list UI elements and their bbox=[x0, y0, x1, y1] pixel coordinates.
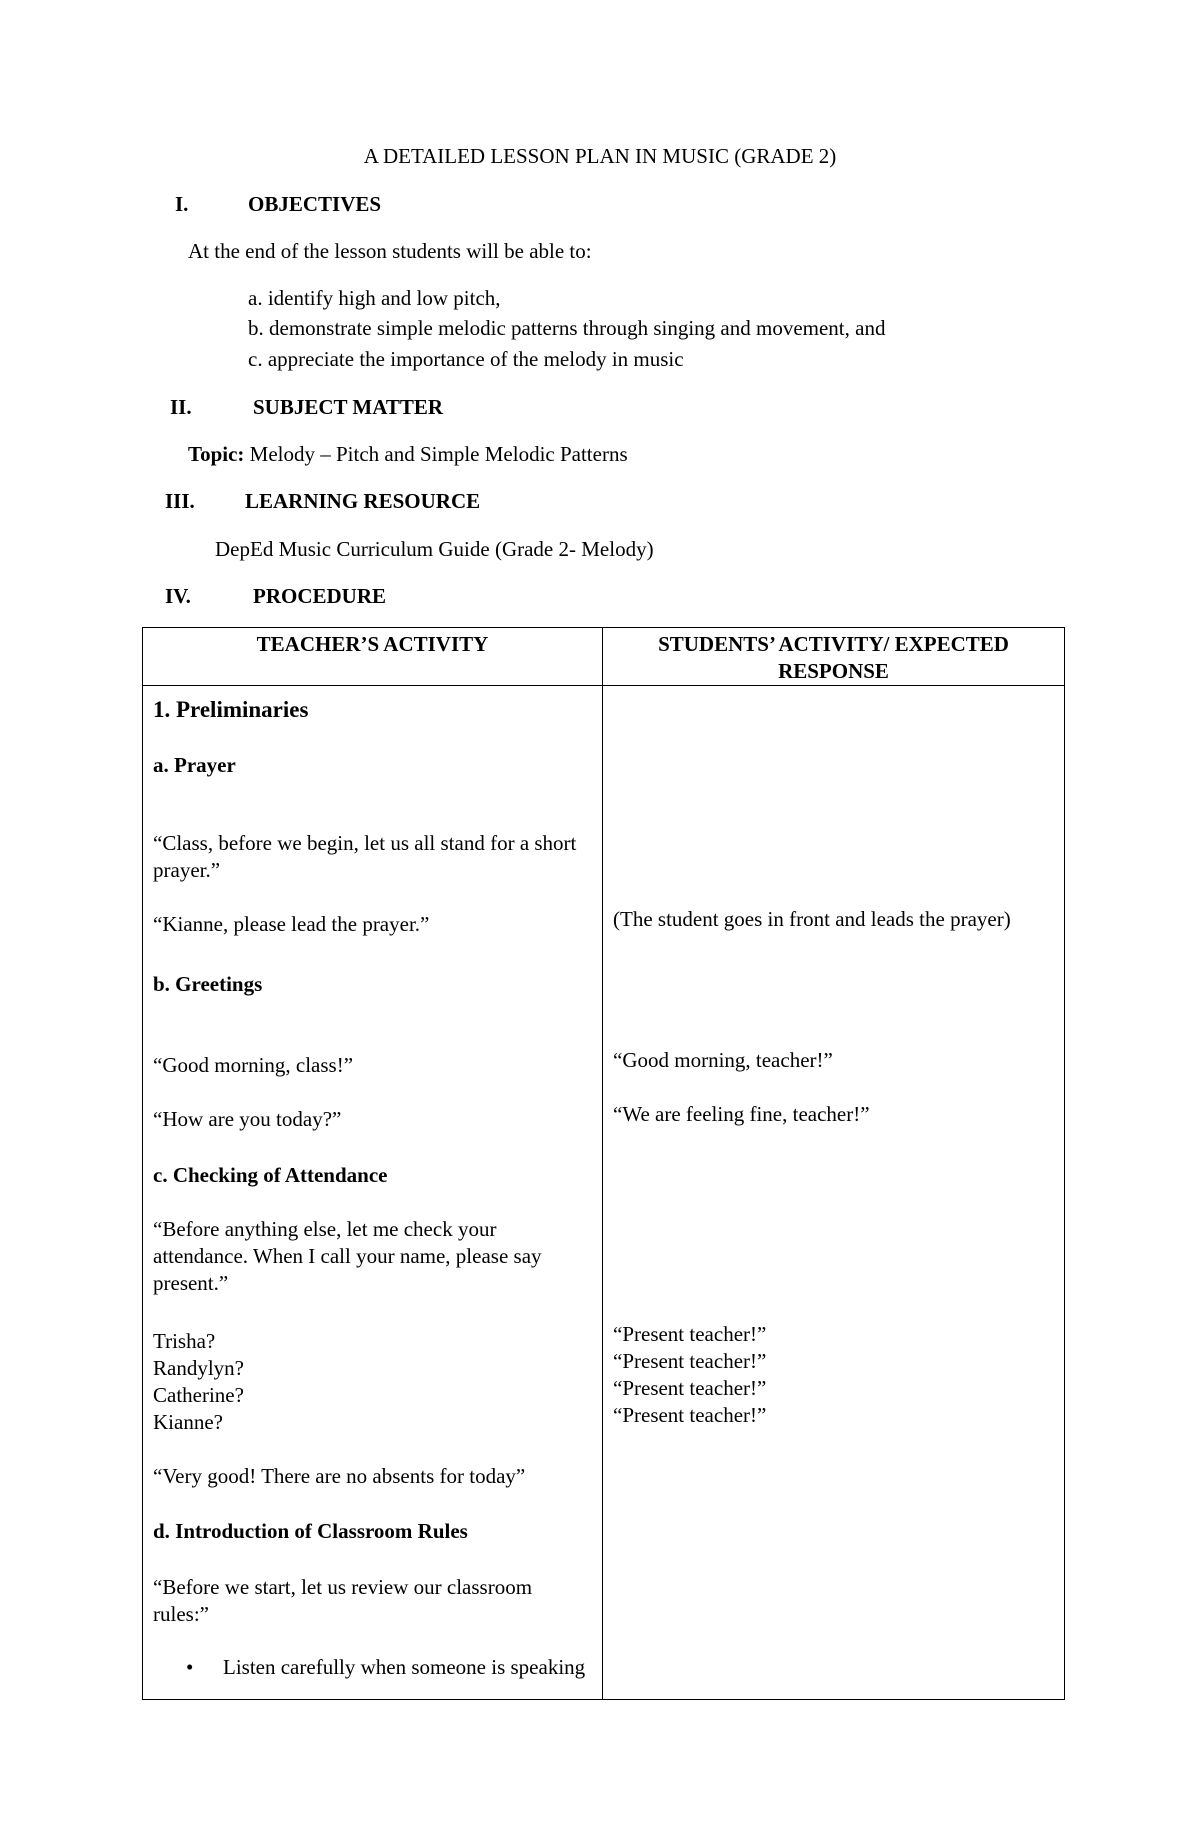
greetings-heading: b. Greetings bbox=[153, 972, 263, 996]
prayer-heading: a. Prayer bbox=[153, 753, 236, 777]
attendance-name: Catherine? bbox=[153, 1383, 244, 1407]
student-response: “Present teacher!” bbox=[613, 1376, 767, 1400]
student-response: “Present teacher!” bbox=[613, 1349, 767, 1373]
section-heading-learning-resource: LEARNING RESOURCE bbox=[245, 489, 481, 513]
table-header-row bbox=[143, 628, 1065, 686]
bullet-icon: • bbox=[186, 1655, 194, 1679]
learning-resource-value: DepEd Music Curriculum Guide (Grade 2- Melody) bbox=[215, 537, 654, 561]
attendance-intro: “Before anything else, let me check your attendance. When I call your name, please say present.” bbox=[153, 1217, 542, 1295]
section-number-objectives: I. bbox=[175, 192, 189, 216]
student-response: “Good morning, teacher!” bbox=[613, 1048, 833, 1072]
section-number-subject-matter: II. bbox=[170, 395, 192, 419]
students-activity-cell bbox=[603, 686, 1065, 1700]
student-response: “We are feeling fine, teacher!” bbox=[613, 1102, 870, 1126]
rule-item: Listen carefully when someone is speaking bbox=[223, 1655, 586, 1679]
objectives-intro: At the end of the lesson students will be able to: bbox=[188, 239, 592, 263]
header-students-activity: STUDENTS’ ACTIVITY/ EXPECTED RESPONSE bbox=[603, 628, 1065, 686]
attendance-name: Trisha? bbox=[153, 1329, 216, 1353]
objective-item: b. demonstrate simple melodic patterns through singing and movement, and bbox=[248, 316, 886, 340]
section-heading-procedure: PROCEDURE bbox=[253, 584, 387, 608]
procedure-table bbox=[142, 627, 1065, 1700]
topic-line bbox=[188, 441, 628, 468]
attendance-end: “Very good! There are no absents for today” bbox=[153, 1464, 526, 1488]
attendance-name: Kianne? bbox=[153, 1410, 223, 1434]
student-response: “Present teacher!” bbox=[613, 1403, 767, 1427]
student-response: “Present teacher!” bbox=[613, 1322, 767, 1346]
section-heading-objectives: OBJECTIVES bbox=[248, 192, 382, 216]
table-row bbox=[143, 686, 1065, 1700]
preliminaries-heading: 1. Preliminaries bbox=[153, 697, 309, 722]
section-heading-subject-matter: SUBJECT MATTER bbox=[253, 395, 444, 419]
topic-value: Melody – Pitch and Simple Melodic Patterns bbox=[249, 442, 628, 466]
header-teacher-activity: TEACHER’S ACTIVITY bbox=[143, 628, 603, 686]
greeting-line: “Good morning, class!” bbox=[153, 1053, 354, 1077]
student-response: (The student goes in front and leads the prayer) bbox=[613, 907, 1011, 931]
objective-item: a. identify high and low pitch, bbox=[248, 286, 501, 310]
section-number-learning-resource: III. bbox=[165, 489, 195, 513]
attendance-heading: c. Checking of Attendance bbox=[153, 1163, 388, 1187]
rules-heading: d. Introduction of Classroom Rules bbox=[153, 1519, 468, 1543]
objective-item: c. appreciate the importance of the melody in music bbox=[248, 347, 684, 371]
topic-label: Topic: bbox=[188, 442, 245, 466]
prayer-line: “Kianne, please lead the prayer.” bbox=[153, 912, 430, 936]
attendance-name: Randylyn? bbox=[153, 1356, 244, 1380]
section-number-procedure: IV. bbox=[165, 584, 191, 608]
teacher-activity-cell bbox=[143, 686, 603, 1700]
document-title: A DETAILED LESSON PLAN IN MUSIC (GRADE 2) bbox=[363, 144, 837, 168]
rules-intro: “Before we start, let us review our classroom rules:” bbox=[153, 1575, 533, 1626]
greeting-line: “How are you today?” bbox=[153, 1107, 342, 1131]
prayer-line: “Class, before we begin, let us all stand for a short prayer.” bbox=[153, 831, 577, 882]
